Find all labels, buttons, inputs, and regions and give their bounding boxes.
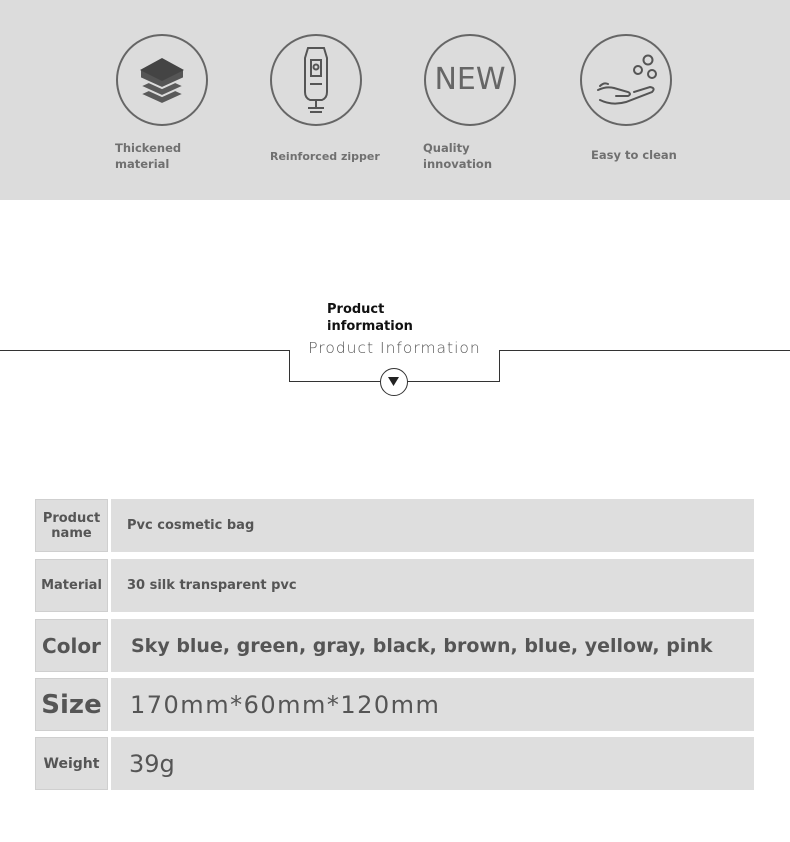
- features-band: [0, 0, 790, 200]
- section-small-title: Product information: [327, 302, 413, 334]
- section-title: Product Information: [308, 339, 481, 357]
- divider-left: [0, 350, 289, 351]
- feature-easy-to-clean: [572, 34, 682, 184]
- divider-right: [500, 350, 790, 351]
- spec-row-weight: [35, 737, 754, 790]
- arrow-down-circle-icon: [380, 368, 408, 396]
- feature-thickened-material: [108, 34, 218, 184]
- spec-value: Sky blue, green, gray, black, brown, blue, yellow, pink: [111, 619, 754, 672]
- spec-row-material: [35, 559, 754, 612]
- spec-label: Size: [35, 678, 108, 731]
- zipper-icon: [270, 34, 362, 126]
- feature-label: Thickened material: [115, 141, 182, 171]
- spec-label: Material: [35, 559, 108, 612]
- spec-value: Pvc cosmetic bag: [111, 499, 754, 552]
- feature-reinforced-zipper: [262, 34, 380, 184]
- feature-label: Quality innovation: [423, 141, 492, 171]
- spec-label: Color: [35, 619, 108, 672]
- new-badge-icon: [424, 34, 516, 126]
- spec-row-size: [35, 678, 754, 731]
- hand-bubbles-icon: [580, 34, 672, 126]
- layers-icon: [116, 34, 208, 126]
- feature-label: Easy to clean: [591, 148, 677, 162]
- spec-value: 39g: [111, 737, 754, 790]
- spec-value: 30 silk transparent pvc: [111, 559, 754, 612]
- spec-label: Product name: [35, 499, 108, 552]
- spec-value: 170mm*60mm*120mm: [111, 678, 754, 731]
- spec-label: Weight: [35, 737, 108, 790]
- feature-quality-innovation: [416, 34, 526, 184]
- spec-row-color: [35, 619, 754, 672]
- new-badge-text: NEW: [434, 62, 506, 97]
- feature-label: Reinforced zipper: [270, 150, 380, 163]
- spec-row-product-name: [35, 499, 754, 552]
